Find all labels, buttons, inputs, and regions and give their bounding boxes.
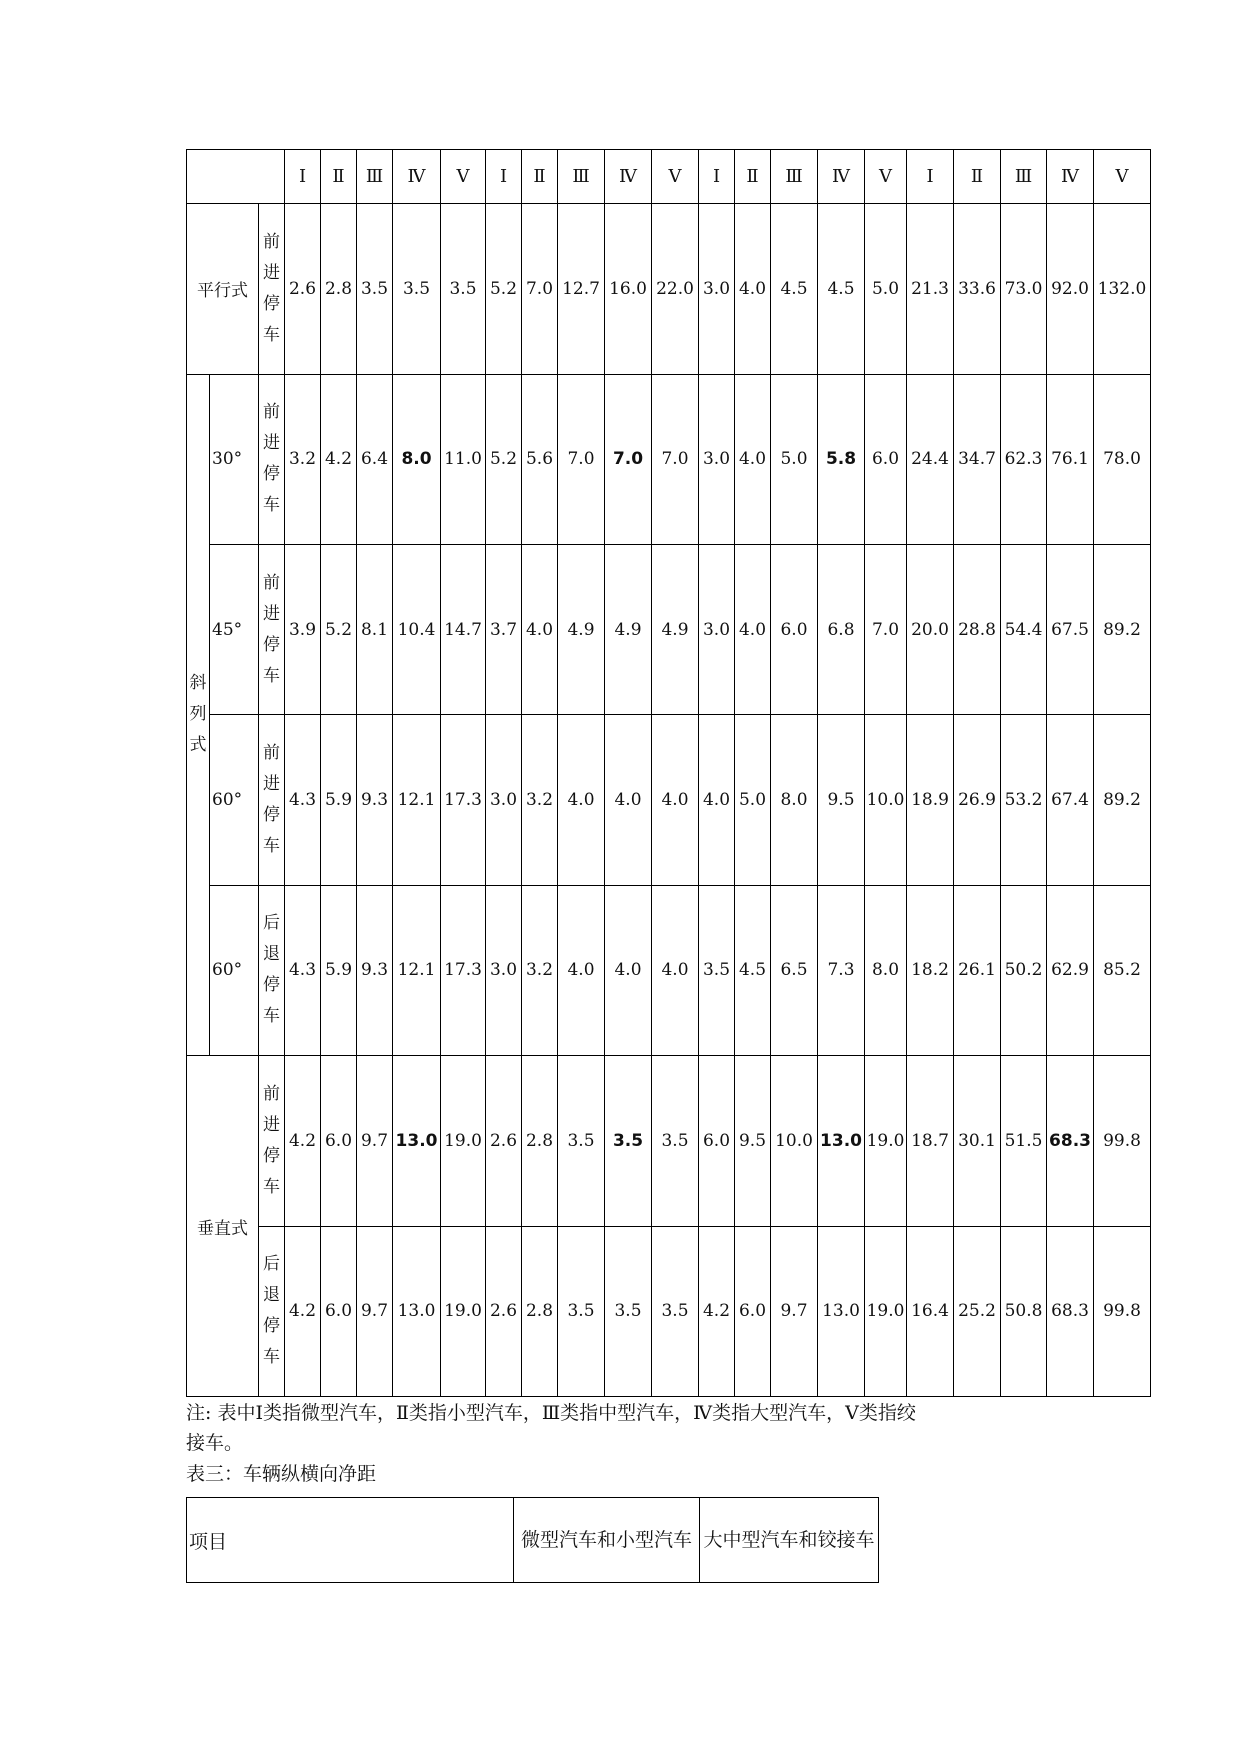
header-class: Ⅲ bbox=[357, 150, 393, 204]
table-cell: 132.0 bbox=[1094, 204, 1151, 374]
table-cell: 26.1 bbox=[954, 885, 1001, 1055]
angle-label: 30° bbox=[210, 374, 259, 544]
table-row bbox=[187, 1056, 1151, 1226]
table-cell: 12.1 bbox=[393, 715, 441, 885]
table-cell: 24.4 bbox=[907, 374, 954, 544]
table-cell: 62.3 bbox=[1001, 374, 1047, 544]
table-cell: 67.4 bbox=[1047, 715, 1094, 885]
table-cell: 8.0 bbox=[865, 885, 907, 1055]
table-cell: 20.0 bbox=[907, 544, 954, 714]
parking-mode: 前 进 停 车 bbox=[259, 374, 285, 544]
header-class: Ⅰ bbox=[486, 150, 522, 204]
table-cell: 12.1 bbox=[393, 885, 441, 1055]
table-cell: 50.8 bbox=[1001, 1226, 1047, 1396]
table-cell: 4.0 bbox=[605, 715, 652, 885]
table-cell: 5.2 bbox=[486, 374, 522, 544]
table-cell: 85.2 bbox=[1094, 885, 1151, 1055]
group-label: 垂直式 bbox=[187, 1056, 259, 1397]
table-cell: 16.0 bbox=[605, 204, 652, 374]
table-cell: 8.1 bbox=[357, 544, 393, 714]
table-cell: 7.0 bbox=[605, 374, 652, 544]
table-cell: 3.0 bbox=[699, 204, 735, 374]
table-cell: 9.3 bbox=[357, 885, 393, 1055]
table3-col-small: 微型汽车和小型汽车 bbox=[514, 1498, 700, 1583]
table-cell: 3.9 bbox=[285, 544, 321, 714]
table-cell: 4.0 bbox=[522, 544, 558, 714]
parking-data-table bbox=[186, 149, 1151, 1397]
table-cell: 4.5 bbox=[818, 204, 865, 374]
header-class: Ⅰ bbox=[907, 150, 954, 204]
table-cell: 2.8 bbox=[522, 1056, 558, 1226]
table-note-line1: 注: 表中Ⅰ类指微型汽车，Ⅱ类指小型汽车，Ⅲ类指中型汽车，Ⅳ类指大型汽车，Ⅴ类指绞 bbox=[186, 1402, 916, 1424]
table-cell: 19.0 bbox=[865, 1056, 907, 1226]
table-cell: 7.0 bbox=[865, 544, 907, 714]
table-cell: 73.0 bbox=[1001, 204, 1047, 374]
table-cell: 78.0 bbox=[1094, 374, 1151, 544]
table-cell: 4.2 bbox=[699, 1226, 735, 1396]
table-cell: 18.2 bbox=[907, 885, 954, 1055]
table-cell: 4.9 bbox=[652, 544, 699, 714]
table-cell: 54.4 bbox=[1001, 544, 1047, 714]
table-cell: 5.2 bbox=[321, 544, 357, 714]
table-cell: 18.9 bbox=[907, 715, 954, 885]
table-cell: 3.5 bbox=[652, 1226, 699, 1396]
table-cell: 4.0 bbox=[605, 885, 652, 1055]
parking-mode: 前 进 停 车 bbox=[259, 544, 285, 714]
table-cell: 2.8 bbox=[522, 1226, 558, 1396]
table-cell: 4.5 bbox=[735, 885, 771, 1055]
table-cell: 4.0 bbox=[735, 204, 771, 374]
table-cell: 6.0 bbox=[735, 1226, 771, 1396]
table-cell: 3.2 bbox=[285, 374, 321, 544]
table-cell: 5.0 bbox=[865, 204, 907, 374]
table-cell: 7.0 bbox=[652, 374, 699, 544]
table-cell: 3.5 bbox=[652, 1056, 699, 1226]
table-cell: 67.5 bbox=[1047, 544, 1094, 714]
table-cell: 4.3 bbox=[285, 715, 321, 885]
table-cell: 3.0 bbox=[699, 374, 735, 544]
table-cell: 99.8 bbox=[1094, 1056, 1151, 1226]
table-cell: 89.2 bbox=[1094, 715, 1151, 885]
table-cell: 50.2 bbox=[1001, 885, 1047, 1055]
table3-col-item: 项目 bbox=[187, 1498, 514, 1583]
table-row bbox=[187, 374, 1151, 544]
table-cell: 6.8 bbox=[818, 544, 865, 714]
header-class: Ⅱ bbox=[735, 150, 771, 204]
table-cell: 19.0 bbox=[441, 1056, 486, 1226]
table-cell: 89.2 bbox=[1094, 544, 1151, 714]
table-cell: 5.0 bbox=[771, 374, 818, 544]
table-cell: 3.5 bbox=[605, 1226, 652, 1396]
header-class: Ⅳ bbox=[605, 150, 652, 204]
header-class: Ⅳ bbox=[393, 150, 441, 204]
table3-title: 表三：车辆纵横向净距 bbox=[186, 1463, 377, 1485]
table-cell: 10.0 bbox=[771, 1056, 818, 1226]
table-cell: 2.8 bbox=[321, 204, 357, 374]
table-cell: 4.9 bbox=[605, 544, 652, 714]
table-cell: 18.7 bbox=[907, 1056, 954, 1226]
header-class: Ⅱ bbox=[954, 150, 1001, 204]
table-cell: 3.5 bbox=[558, 1226, 605, 1396]
header-class: Ⅴ bbox=[441, 150, 486, 204]
header-class: Ⅰ bbox=[699, 150, 735, 204]
table-cell: 10.0 bbox=[865, 715, 907, 885]
table-cell: 2.6 bbox=[486, 1226, 522, 1396]
header-row bbox=[187, 150, 1151, 204]
group-label: 斜 列 式 bbox=[187, 374, 210, 1056]
table-cell: 9.7 bbox=[357, 1056, 393, 1226]
table-cell: 5.8 bbox=[818, 374, 865, 544]
table-cell: 19.0 bbox=[865, 1226, 907, 1396]
table-cell: 17.3 bbox=[441, 715, 486, 885]
table-row bbox=[187, 715, 1151, 885]
table-cell: 19.0 bbox=[441, 1226, 486, 1396]
table-cell: 9.5 bbox=[735, 1056, 771, 1226]
table-cell: 4.0 bbox=[652, 885, 699, 1055]
header-class: Ⅳ bbox=[818, 150, 865, 204]
table-cell: 5.9 bbox=[321, 885, 357, 1055]
table-cell: 9.5 bbox=[818, 715, 865, 885]
parking-mode: 后 退 停 车 bbox=[259, 885, 285, 1055]
table-cell: 6.5 bbox=[771, 885, 818, 1055]
table-cell: 4.2 bbox=[285, 1056, 321, 1226]
table-cell: 6.0 bbox=[771, 544, 818, 714]
header-class: Ⅴ bbox=[1094, 150, 1151, 204]
table-cell: 2.6 bbox=[285, 204, 321, 374]
parking-mode: 前 进 停 车 bbox=[259, 1056, 285, 1226]
parking-mode: 前 进 停 车 bbox=[259, 204, 285, 374]
table-row bbox=[187, 1226, 1151, 1396]
table-cell: 9.7 bbox=[357, 1226, 393, 1396]
header-class: Ⅴ bbox=[652, 150, 699, 204]
table-cell: 13.0 bbox=[818, 1226, 865, 1396]
table-cell: 9.3 bbox=[357, 715, 393, 885]
table-cell: 22.0 bbox=[652, 204, 699, 374]
table-cell: 3.5 bbox=[558, 1056, 605, 1226]
table-cell: 8.0 bbox=[393, 374, 441, 544]
header-class: Ⅱ bbox=[522, 150, 558, 204]
table-cell: 6.0 bbox=[321, 1226, 357, 1396]
parking-mode: 后 退 停 车 bbox=[259, 1226, 285, 1396]
table-cell: 3.2 bbox=[522, 885, 558, 1055]
table-cell: 16.4 bbox=[907, 1226, 954, 1396]
table-cell: 3.5 bbox=[605, 1056, 652, 1226]
table-cell: 4.5 bbox=[771, 204, 818, 374]
group-label: 平行式 bbox=[187, 204, 259, 374]
table-cell: 3.0 bbox=[699, 544, 735, 714]
table-cell: 3.5 bbox=[357, 204, 393, 374]
table-cell: 21.3 bbox=[907, 204, 954, 374]
table-cell: 13.0 bbox=[393, 1056, 441, 1226]
table-cell: 25.2 bbox=[954, 1226, 1001, 1396]
table-cell: 8.0 bbox=[771, 715, 818, 885]
table-cell: 30.1 bbox=[954, 1056, 1001, 1226]
table-cell: 28.8 bbox=[954, 544, 1001, 714]
table-row bbox=[187, 544, 1151, 714]
table-cell: 4.0 bbox=[652, 715, 699, 885]
table-cell: 4.0 bbox=[735, 544, 771, 714]
table-note-line2: 接车。 bbox=[186, 1432, 244, 1454]
table-cell: 3.7 bbox=[486, 544, 522, 714]
header-class: Ⅴ bbox=[865, 150, 907, 204]
table-cell: 53.2 bbox=[1001, 715, 1047, 885]
table-cell: 26.9 bbox=[954, 715, 1001, 885]
table-cell: 76.1 bbox=[1047, 374, 1094, 544]
table-cell: 7.0 bbox=[522, 204, 558, 374]
table-cell: 7.3 bbox=[818, 885, 865, 1055]
table-cell: 2.6 bbox=[486, 1056, 522, 1226]
angle-label: 60° bbox=[210, 885, 259, 1055]
table-cell: 4.9 bbox=[558, 544, 605, 714]
table-cell: 11.0 bbox=[441, 374, 486, 544]
table-cell: 13.0 bbox=[393, 1226, 441, 1396]
table-cell: 99.8 bbox=[1094, 1226, 1151, 1396]
clearance-table bbox=[186, 1497, 879, 1583]
table-cell: 6.4 bbox=[357, 374, 393, 544]
table-cell: 4.0 bbox=[735, 374, 771, 544]
table-cell: 3.0 bbox=[486, 885, 522, 1055]
table-cell: 51.5 bbox=[1001, 1056, 1047, 1226]
table-cell: 4.0 bbox=[558, 885, 605, 1055]
table-row bbox=[187, 885, 1151, 1055]
table-cell: 3.5 bbox=[441, 204, 486, 374]
table-cell: 62.9 bbox=[1047, 885, 1094, 1055]
table-cell: 17.3 bbox=[441, 885, 486, 1055]
table-cell: 5.9 bbox=[321, 715, 357, 885]
table-cell: 5.2 bbox=[486, 204, 522, 374]
table-cell: 92.0 bbox=[1047, 204, 1094, 374]
table-cell: 14.7 bbox=[441, 544, 486, 714]
header-class: Ⅱ bbox=[321, 150, 357, 204]
table-cell: 3.5 bbox=[393, 204, 441, 374]
table-cell: 4.0 bbox=[558, 715, 605, 885]
header-class: Ⅳ bbox=[1047, 150, 1094, 204]
table-cell: 3.0 bbox=[486, 715, 522, 885]
table-cell: 4.0 bbox=[699, 715, 735, 885]
table-cell: 6.0 bbox=[865, 374, 907, 544]
table-cell: 10.4 bbox=[393, 544, 441, 714]
parking-mode: 前 进 停 车 bbox=[259, 715, 285, 885]
table-cell: 4.3 bbox=[285, 885, 321, 1055]
table-cell: 12.7 bbox=[558, 204, 605, 374]
header-class: Ⅲ bbox=[1001, 150, 1047, 204]
angle-label: 60° bbox=[210, 715, 259, 885]
table-cell: 34.7 bbox=[954, 374, 1001, 544]
table-cell: 3.2 bbox=[522, 715, 558, 885]
header-corner bbox=[187, 150, 285, 204]
table-cell: 5.6 bbox=[522, 374, 558, 544]
table-row bbox=[187, 204, 1151, 374]
table-cell: 6.0 bbox=[321, 1056, 357, 1226]
table-cell: 7.0 bbox=[558, 374, 605, 544]
table-cell: 68.3 bbox=[1047, 1056, 1094, 1226]
table-cell: 68.3 bbox=[1047, 1226, 1094, 1396]
table-cell: 6.0 bbox=[699, 1056, 735, 1226]
header-class: Ⅲ bbox=[558, 150, 605, 204]
table-cell: 9.7 bbox=[771, 1226, 818, 1396]
header-class: Ⅲ bbox=[771, 150, 818, 204]
table-cell: 33.6 bbox=[954, 204, 1001, 374]
table-cell: 4.2 bbox=[321, 374, 357, 544]
table-cell: 3.5 bbox=[699, 885, 735, 1055]
header-class: Ⅰ bbox=[285, 150, 321, 204]
table-cell: 5.0 bbox=[735, 715, 771, 885]
angle-label: 45° bbox=[210, 544, 259, 714]
table-cell: 13.0 bbox=[818, 1056, 865, 1226]
table3-col-large: 大中型汽车和铰接车 bbox=[700, 1498, 879, 1583]
table-cell: 4.2 bbox=[285, 1226, 321, 1396]
